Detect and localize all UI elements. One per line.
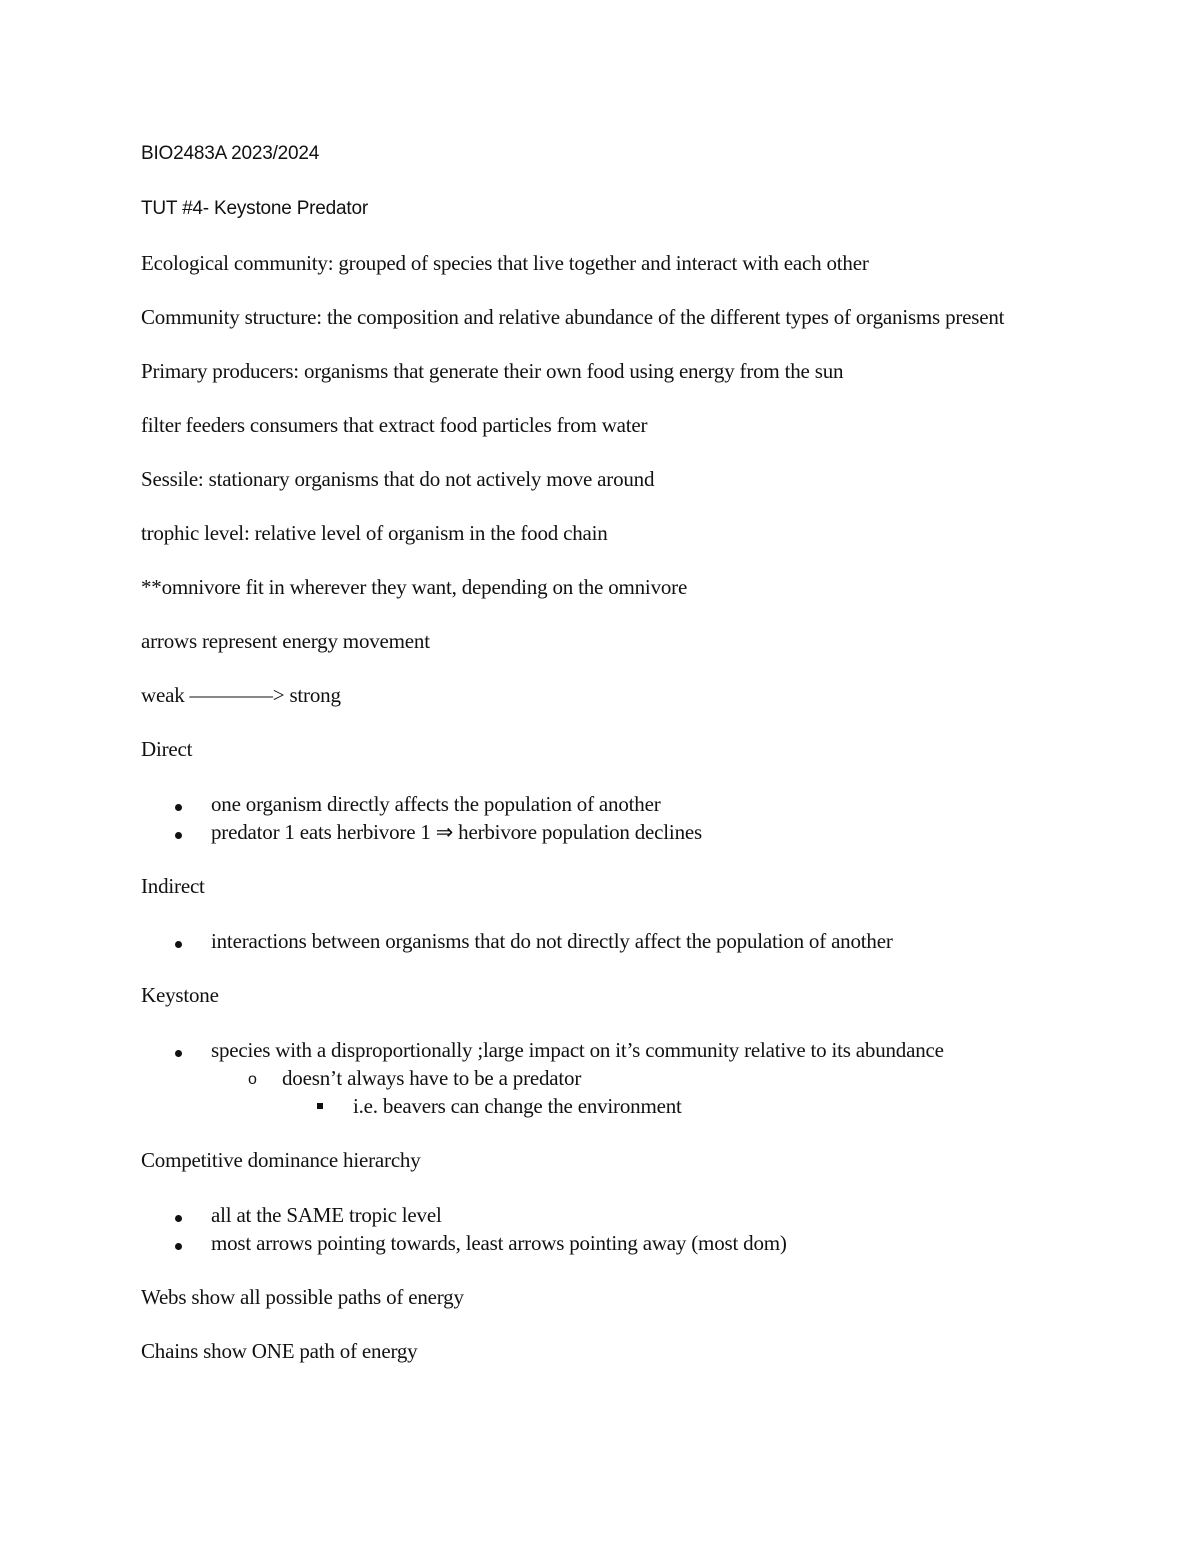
definition-sessile: Sessile: stationary organisms that do not actively move around xyxy=(141,467,655,491)
note-chains: Chains show ONE path of energy xyxy=(141,1339,418,1363)
definition-primary-producers: Primary producers: organisms that generate their own food using energy from the sun xyxy=(141,359,844,383)
list-item-text: doesn’t always have to be a predator xyxy=(282,1066,582,1090)
indirect-list xyxy=(141,927,1081,955)
definition-ecological-community: Ecological community: grouped of species that live together and interact with each other xyxy=(141,251,869,275)
keystone-sublist xyxy=(211,1064,1081,1120)
list-item xyxy=(141,927,1081,955)
square-bullet-icon xyxy=(317,1103,323,1109)
keystone-subsublist xyxy=(282,1092,1081,1120)
section-heading-indirect: Indirect xyxy=(141,874,205,898)
bullet-icon xyxy=(175,1229,182,1257)
list-item-text: i.e. beavers can change the environment xyxy=(353,1094,682,1118)
definition-filter-feeders: filter feeders consumers that extract food particles from water xyxy=(141,413,648,437)
list-item-text: all at the SAME tropic level xyxy=(211,1203,442,1227)
note-omnivore: **omnivore fit in wherever they want, depending on the omnivore xyxy=(141,575,688,599)
list-item-text: interactions between organisms that do not directly affect the population of another xyxy=(211,929,893,953)
bullet-icon xyxy=(175,1201,182,1229)
list-item xyxy=(141,1201,1081,1229)
list-item xyxy=(141,818,1081,846)
list-item xyxy=(141,1036,1081,1120)
note-webs: Webs show all possible paths of energy xyxy=(141,1285,464,1309)
list-item-text: most arrows pointing towards, least arrows pointing away (most dom) xyxy=(211,1231,787,1255)
list-item-text: species with a disproportionally ;large impact on it’s community relative to its abundance xyxy=(211,1038,944,1062)
definition-community-structure: Community structure: the composition and relative abundance of the different types of organisms present xyxy=(141,305,1005,329)
note-weak-strong: weak ————> strong xyxy=(141,683,341,707)
list-item xyxy=(211,1064,1081,1120)
list-item xyxy=(141,1229,1081,1257)
bullet-icon xyxy=(175,1036,182,1064)
definition-trophic-level: trophic level: relative level of organism in the food chain xyxy=(141,521,608,545)
direct-list xyxy=(141,790,1081,846)
hollow-bullet-icon: o xyxy=(248,1071,257,1088)
tutorial-title: TUT #4- Keystone Predator xyxy=(141,198,368,219)
list-item xyxy=(282,1092,1081,1120)
list-item xyxy=(141,790,1081,818)
bullet-icon xyxy=(175,818,182,846)
course-code: BIO2483A 2023/2024 xyxy=(141,143,320,164)
document-page xyxy=(141,140,1081,1392)
list-item-text: one organism directly affects the population of another xyxy=(211,792,661,816)
bullet-icon xyxy=(175,927,182,955)
bullet-icon xyxy=(175,790,182,818)
keystone-list xyxy=(141,1036,1081,1120)
section-heading-keystone: Keystone xyxy=(141,983,219,1007)
section-heading-competitive: Competitive dominance hierarchy xyxy=(141,1148,421,1172)
section-heading-direct: Direct xyxy=(141,737,193,761)
note-arrows: arrows represent energy movement xyxy=(141,629,430,653)
list-item-text: predator 1 eats herbivore 1 ⇒ herbivore population declines xyxy=(211,820,702,844)
competitive-list xyxy=(141,1201,1081,1257)
